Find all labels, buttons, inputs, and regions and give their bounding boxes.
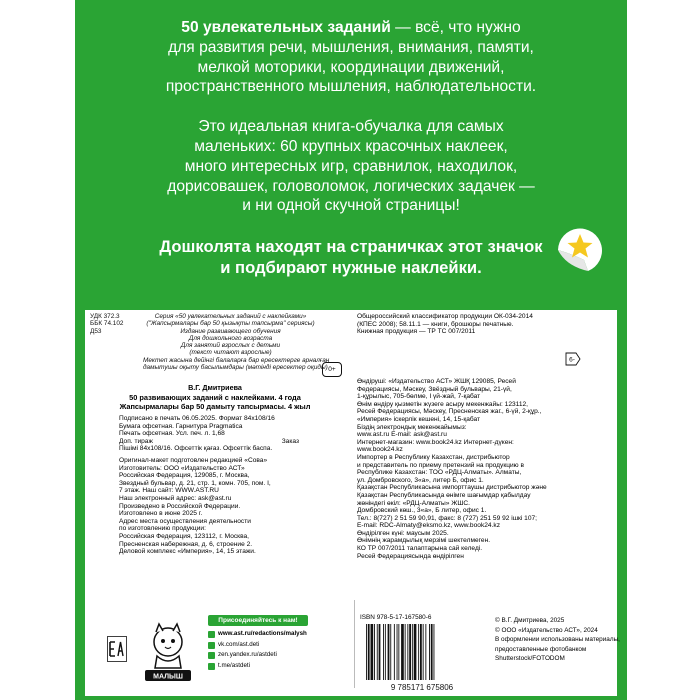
barcode-bar: [385, 624, 386, 680]
tech-line: по изготовлению продукции:: [119, 525, 206, 533]
barcode-bar: [420, 624, 422, 680]
promo-paragraph-3: [75, 237, 627, 278]
product-classifier: [357, 313, 612, 336]
imprint-line: и представитель по приему претензий на продукцию в: [357, 461, 524, 469]
promo-line: дорисовашек, головоломок, логических задачек —: [167, 177, 535, 195]
series-line: (текст читают взрослые): [189, 349, 272, 357]
promo-line: пространственного мышления, наблюдательности.: [165, 78, 537, 96]
tech-line: Пресненская набережная, д. 6, строение 2.: [119, 540, 253, 548]
imprint-line: E-mail: RDC-Almaty@eksmo.kz, www.book24.kz: [357, 522, 500, 530]
author-name: В.Г. Дмитриева: [188, 383, 242, 392]
barcode-bar: [371, 624, 374, 680]
classifier-line: (КПЕС 2008); 58.11.1 — книги, брошюры печатные.: [357, 320, 514, 328]
vk-link[interactable]: [208, 640, 348, 651]
barcode-bar: [379, 624, 381, 680]
telegram-icon: [208, 663, 215, 670]
isbn: ISBN 978-5-17-167580-6: [360, 614, 432, 621]
malysh-logo-text: МАЛЫШ: [153, 673, 183, 681]
promo-paragraph-1: [75, 18, 627, 97]
back-cover: [75, 0, 627, 700]
telegram-link-text: t.me/astdeti: [218, 662, 250, 670]
tech-line: 7 этаж. Наш сайт: WWW.AST.RU: [119, 487, 219, 495]
series-line: Для дошкольного возраста: [188, 334, 273, 342]
udk-code: УДК 372.3: [90, 313, 120, 320]
barcode-bar: [434, 624, 435, 680]
copyright-line: Shutterstock/FOTODOM: [495, 655, 565, 663]
promo-paragraph-2: [75, 117, 627, 216]
eac-mark-icon: [107, 636, 127, 662]
imprint-line: Федерациясы, Мәскеу, Звёздный бульвары, 21-үй,: [357, 385, 512, 393]
barcode-bar: [394, 624, 395, 680]
promo-line: и ни одной скучной страницы!: [242, 197, 460, 215]
imprint-line: www.ast.ru E-mail: ask@ast.ru: [357, 431, 447, 439]
barcode-bar: [401, 624, 404, 680]
tech-line: Оригинал-макет подготовлен редакцией «Сова»: [119, 456, 268, 464]
promo-line: маленьких: 60 крупных красочных наклеек,: [194, 137, 508, 155]
globe-icon: [208, 631, 215, 638]
barcode: [360, 622, 485, 692]
imprint-line: Өнім өндіру қызметін жүзеге асыру мекенжайы: 123112,: [357, 400, 529, 408]
classifier-line: Общероссийский классификатор продукции ОК-034-2014: [357, 313, 533, 320]
promo-text: [75, 18, 627, 295]
barcode-bar: [383, 624, 384, 680]
imprint-line: Тел.: 8(727) 2 51 59 90,91, факс: 8 (727) 251 59 92 ішкі 107;: [357, 514, 538, 522]
series-line: Серия «50 увлекательных заданий с наклейками»: [154, 313, 307, 320]
copyright-line: © В.Г. Дмитриева, 2025: [495, 617, 565, 624]
tech-line: Печать офсетная. Усл. печ. л. 1,68: [119, 430, 225, 438]
barcode-bar: [374, 624, 375, 680]
star-sticker-icon: [550, 220, 610, 280]
imprint-line: Республике Казахстан: ТОО «РДЦ-Алматы». Алматы,: [357, 469, 522, 477]
order-label: Заказ: [281, 437, 299, 445]
imprint-line: www.book24.kz: [357, 446, 403, 454]
series-info: [143, 313, 330, 372]
barcode-bar: [368, 624, 370, 680]
technical-details: [119, 415, 344, 556]
print-run-label: Доп. тираж: [119, 437, 153, 445]
series-line: Издание развивающего обучения: [180, 327, 281, 335]
barcode-bar: [377, 624, 378, 680]
imprint-line: «Империя» іскерлік кешені, 14, 15-қабат: [357, 415, 481, 423]
tech-line: Наш электронный адрес: ask@ast.ru: [119, 494, 232, 502]
barcode-bar: [388, 624, 390, 680]
telegram-link[interactable]: [208, 661, 348, 672]
site-link[interactable]: [208, 629, 348, 640]
social-links: [208, 629, 348, 672]
series-line: Мектеп жасына дейінгі балаларға бар ересектерге арналған: [143, 356, 330, 364]
imprint-line: Қазақстан Республикасына импорттаушы дистрибьютор және: [357, 484, 547, 492]
tech-line: Адрес места осуществления деятельности: [119, 517, 251, 525]
barcode-digits: 9 785171 675806: [390, 683, 454, 692]
barcode-bar: [425, 624, 426, 680]
copyright-line: предоставленные фотобанком: [495, 645, 587, 653]
barcode-bar: [405, 624, 406, 680]
imprint-line: жөніндегі өкіл: «РДЦ-Алматы» ЖШС.: [357, 499, 471, 507]
zen-icon: [208, 652, 215, 659]
barcode-bar: [431, 624, 433, 680]
promo-line: для развития речи, мышления, внимания, памяти,: [168, 38, 534, 56]
age-warning-icon: [565, 352, 581, 366]
imprint-line: КО ТР 007/2011 талаптарына сай келеді.: [357, 545, 483, 553]
barcode-bar: [397, 624, 398, 680]
imprint-line: Қазақстан Республикасында өнімге шағымдар қабылдау: [357, 491, 531, 499]
join-us-banner: Присоединяйтесь к нам!: [208, 615, 308, 626]
imprint-line: 1-құрылыс, 705-бөлме, I үй-жай, 7-қабат: [357, 393, 481, 401]
barcode-bar: [423, 624, 424, 680]
copyright-line: В оформлении использованы материалы,: [495, 636, 620, 644]
tech-line: Российская Федерация, 129085, г. Москва,: [119, 472, 250, 480]
copyright-line: © ООО «Издательство АСТ», 2024: [495, 626, 598, 634]
barcode-bar: [429, 624, 430, 680]
divider: [354, 600, 355, 688]
bbk-code: ББК 74.102: [90, 320, 124, 328]
barcode-bar: [418, 624, 419, 680]
barcode-bar: [390, 624, 391, 680]
promo-line: Дошколята находят на страничках этот значок: [159, 237, 543, 257]
imprint-line: Домбровский көш., 3«а», Б литер, офис 1.: [357, 507, 487, 515]
promo-line: Это идеальная книга-обучалка для самых: [198, 118, 504, 136]
tech-line: Произведено в Российской Федерации.: [119, 502, 241, 510]
tech-line: Звездный бульвар, д. 21, стр. 1, комн. 705, пом. I,: [119, 479, 271, 487]
title-line-ru: 50 развивающих заданий с наклейками. 4 года: [129, 393, 301, 402]
imprint-line: Ресей Федерациясында өндірілген: [357, 552, 464, 560]
author-mark: Д53: [90, 327, 102, 335]
tech-line: Изготовитель: ООО «Издательство АСТ»: [119, 464, 245, 472]
malysh-logo: [143, 622, 193, 684]
tech-line: Изготовлено в июне 2025 г.: [119, 510, 203, 518]
imprint-line: Өндіруші: «Издательство АСТ» ЖШҚ 129085, Ресей: [357, 378, 516, 385]
barcode-bar: [409, 624, 411, 680]
promo-line: и подбирают нужные наклейки.: [220, 257, 482, 277]
zen-link[interactable]: [208, 650, 348, 661]
tech-line: Российская Федерация, 123112, г. Москва,: [119, 532, 249, 540]
imprint-line: ул. Домбровского, 3«а», литер Б, офис 1.: [357, 476, 484, 484]
title-line-kz: Жапсырмалары бар 50 дамыту тапсырмасы. 4 жыл: [119, 402, 311, 412]
promo-line: мелкой моторики, координации движений,: [197, 58, 505, 76]
barcode-bar: [398, 624, 399, 680]
promo-line: — всё, что нужно: [395, 19, 521, 36]
imprint-line: Өнімнің жарамдылық мерзімі шектелмеген.: [357, 537, 491, 545]
imprint-line: Ресей Федерациясы, Мәскеу, Пресненская жаг., 6-үй, 2-құр.,: [357, 408, 542, 416]
barcode-bar: [407, 624, 408, 680]
barcode-bar: [414, 624, 417, 680]
imprint-panel: [85, 310, 620, 696]
promo-bold-lead: 50 увлекательных заданий: [181, 19, 391, 36]
site-link-text: www.ast.ru/redactions/malysh: [218, 630, 307, 637]
kazakh-imprint: [357, 378, 612, 560]
barcode-bar: [366, 624, 367, 680]
promo-line: много интересных игр, сравнилок, находилок,: [184, 157, 518, 175]
tech-line: Бумага офсетная. Гарнитура Pragmatica: [119, 422, 243, 430]
series-line: дамытушы оқыту басылымдары (мәтінді ересектер оқиды): [143, 364, 328, 372]
vk-icon: [208, 642, 215, 649]
imprint-line: Импортер в Республику Казахстан, дистрибьютор: [357, 453, 510, 461]
imprint-line: Біздің электрондық мекенжайымыз:: [357, 423, 467, 431]
vk-link-text: vk.com/ast.deti: [218, 640, 260, 648]
tech-line: Деловой комплекс «Империя», 14, 15 этажи.: [119, 548, 256, 556]
tech-line: Пішімі 84x108/16. Офсеттік қағаз. Офсеттік баспа.: [119, 445, 273, 453]
series-line: Для занятий взрослых с детьми: [180, 342, 281, 350]
classifier-line: Книжная продукция — ТР ТС 007/2011: [357, 328, 476, 336]
zen-link-text: zen.yandex.ru/astdeti: [218, 651, 277, 659]
age-warning-text: 6-: [569, 356, 575, 364]
book-title: [90, 393, 340, 411]
imprint-line: Өндірілген күні: маусым 2025.: [357, 529, 449, 537]
tech-line: Подписано в печать 06.05.2025. Формат 84x108/16: [119, 415, 275, 422]
age-rating-badge: 0+: [322, 362, 342, 377]
copyright-notice: [495, 616, 620, 664]
barcode-bar: [412, 624, 413, 680]
imprint-line: Интернет-магазин: www.book24.kz Интернет-дүкен:: [357, 438, 514, 446]
classification-codes: [90, 313, 145, 335]
series-line: ("Жапсырмалары бар 50 қызықты тапсырма" сериясы): [146, 320, 315, 328]
